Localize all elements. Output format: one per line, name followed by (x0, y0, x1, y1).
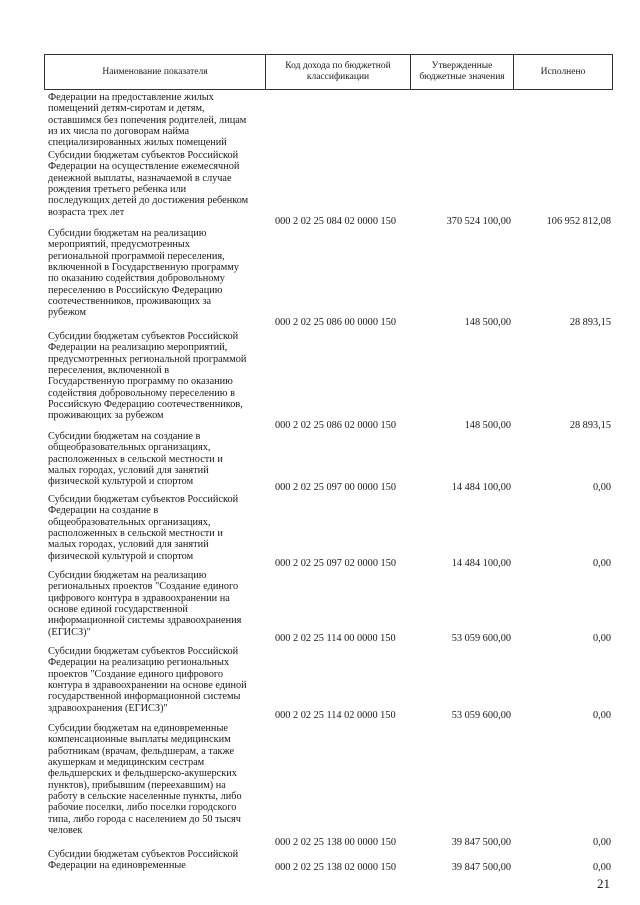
row-name: Субсидии бюджетам на реализацию региональных проектов "Создание единого цифрового контура в здравоохранении на основе единой государственной информационной системы здравоохранения (ЕГИСЗ)" (48, 570, 242, 638)
row-approved: 148 500,00 (464, 419, 511, 431)
table-row (0, 723, 640, 848)
row-executed: 0,00 (592, 557, 611, 569)
header-approved-column: Утвержденные бюджетные значения (410, 54, 513, 90)
row-code: 000 2 02 25 086 00 0000 150 (275, 316, 396, 328)
table-row (0, 570, 640, 644)
row-name: Субсидии бюджетам субъектов Российской Федерации на создание в общеобразовательных организациях, расположенных в сельской местности и малых городах, условий для занятий физической культурой и спортом (48, 494, 239, 562)
table-row (0, 849, 640, 873)
row-code: 000 2 02 25 114 02 0000 150 (275, 709, 396, 721)
row-name: Субсидии бюджетам субъектов Российской Федерации на реализацию региональных проектов "Создание единого цифрового контура в здравоохранении на основе единой государственной информационной системы здравоохранения (ЕГИСЗ)" (48, 646, 247, 714)
page-number: 21 (597, 876, 610, 891)
row-code: 000 2 02 25 084 02 0000 150 (275, 215, 396, 227)
row-approved: 39 847 500,00 (451, 861, 511, 873)
header-executed-column: Исполнено (513, 54, 613, 90)
row-name: Субсидии бюджетам на реализацию мероприятий, предусмотренных региональной программой переселения, включенной в Государственную программу по оказанию содействия добровольному переселению в Российскую Федерацию соотечественников, проживающих за рубежом (48, 228, 239, 319)
row-name: Федерации на предоставление жилых помещений детям-сиротам и детям, оставшимся без попечения родителей, лицам из их числа по договорам найма специализированных жилых помещений (48, 92, 247, 149)
row-approved: 148 500,00 (464, 316, 511, 328)
row-approved: 53 059 600,00 (451, 709, 511, 721)
table-row (0, 646, 640, 721)
row-approved: 53 059 600,00 (451, 632, 511, 644)
row-code: 000 2 02 25 097 00 0000 150 (275, 481, 396, 493)
row-name: Субсидии бюджетам на создание в общеобразовательных организациях, расположенных в сельской местности и малых городах, условий для занятий физической культурой и спортом (48, 431, 223, 488)
row-code: 000 2 02 25 138 02 0000 150 (275, 861, 396, 873)
row-name: Субсидии бюджетам субъектов Российской Федерации на реализацию мероприятий, предусмотренных региональной программой переселения, включенной в Государственную программу по оказанию содействия добровольному переселению в Российскую Федерацию соотечественников, проживающих за рубежом (48, 331, 247, 422)
table-row (0, 494, 640, 569)
table-row (0, 150, 640, 227)
table-row (0, 431, 640, 493)
row-executed: 0,00 (592, 709, 611, 721)
row-executed: 0,00 (592, 861, 611, 873)
row-code: 000 2 02 25 097 02 0000 150 (275, 557, 396, 569)
row-code: 000 2 02 25 138 00 0000 150 (275, 836, 396, 848)
row-executed: 28 893,15 (569, 419, 611, 431)
row-name: Субсидии бюджетам субъектов Российской Федерации на единовременные (48, 849, 239, 872)
table-row (0, 92, 640, 149)
row-executed: 0,00 (592, 481, 611, 493)
row-executed: 28 893,15 (569, 316, 611, 328)
row-name: Субсидии бюджетам субъектов Российской Федерации на осуществление ежемесячной денежной выплаты, назначаемой в случае рождения третьего ребенка или последующих детей до достижения ребенком возраста трех лет (48, 150, 249, 218)
row-executed: 0,00 (592, 632, 611, 644)
row-approved: 370 524 100,00 (446, 215, 511, 227)
row-approved: 14 484 100,00 (451, 557, 511, 569)
row-code: 000 2 02 25 086 02 0000 150 (275, 419, 396, 431)
row-approved: 39 847 500,00 (451, 836, 511, 848)
row-code: 000 2 02 25 114 00 0000 150 (275, 632, 396, 644)
header-code-column: Код дохода по бюджетной классификации (265, 54, 410, 90)
row-executed: 106 952 812,08 (546, 215, 611, 227)
row-approved: 14 484 100,00 (451, 481, 511, 493)
table-row (0, 228, 640, 328)
header-name-column: Наименование показателя (44, 54, 265, 90)
row-executed: 0,00 (592, 836, 611, 848)
row-name: Субсидии бюджетам на единовременные компенсационные выплаты медицинским работникам (врачам, фельдшерам, а также акушеркам и медицинским сестрам фельдшерских и фельдшерско-акушерских пунктов), прибывшим (переехавшим) на работу в сельские населенные пункты, либо рабочие поселки, либо поселки городского типа, либо города с населением до 50 тысяч человек (48, 723, 242, 837)
table-row (0, 331, 640, 431)
